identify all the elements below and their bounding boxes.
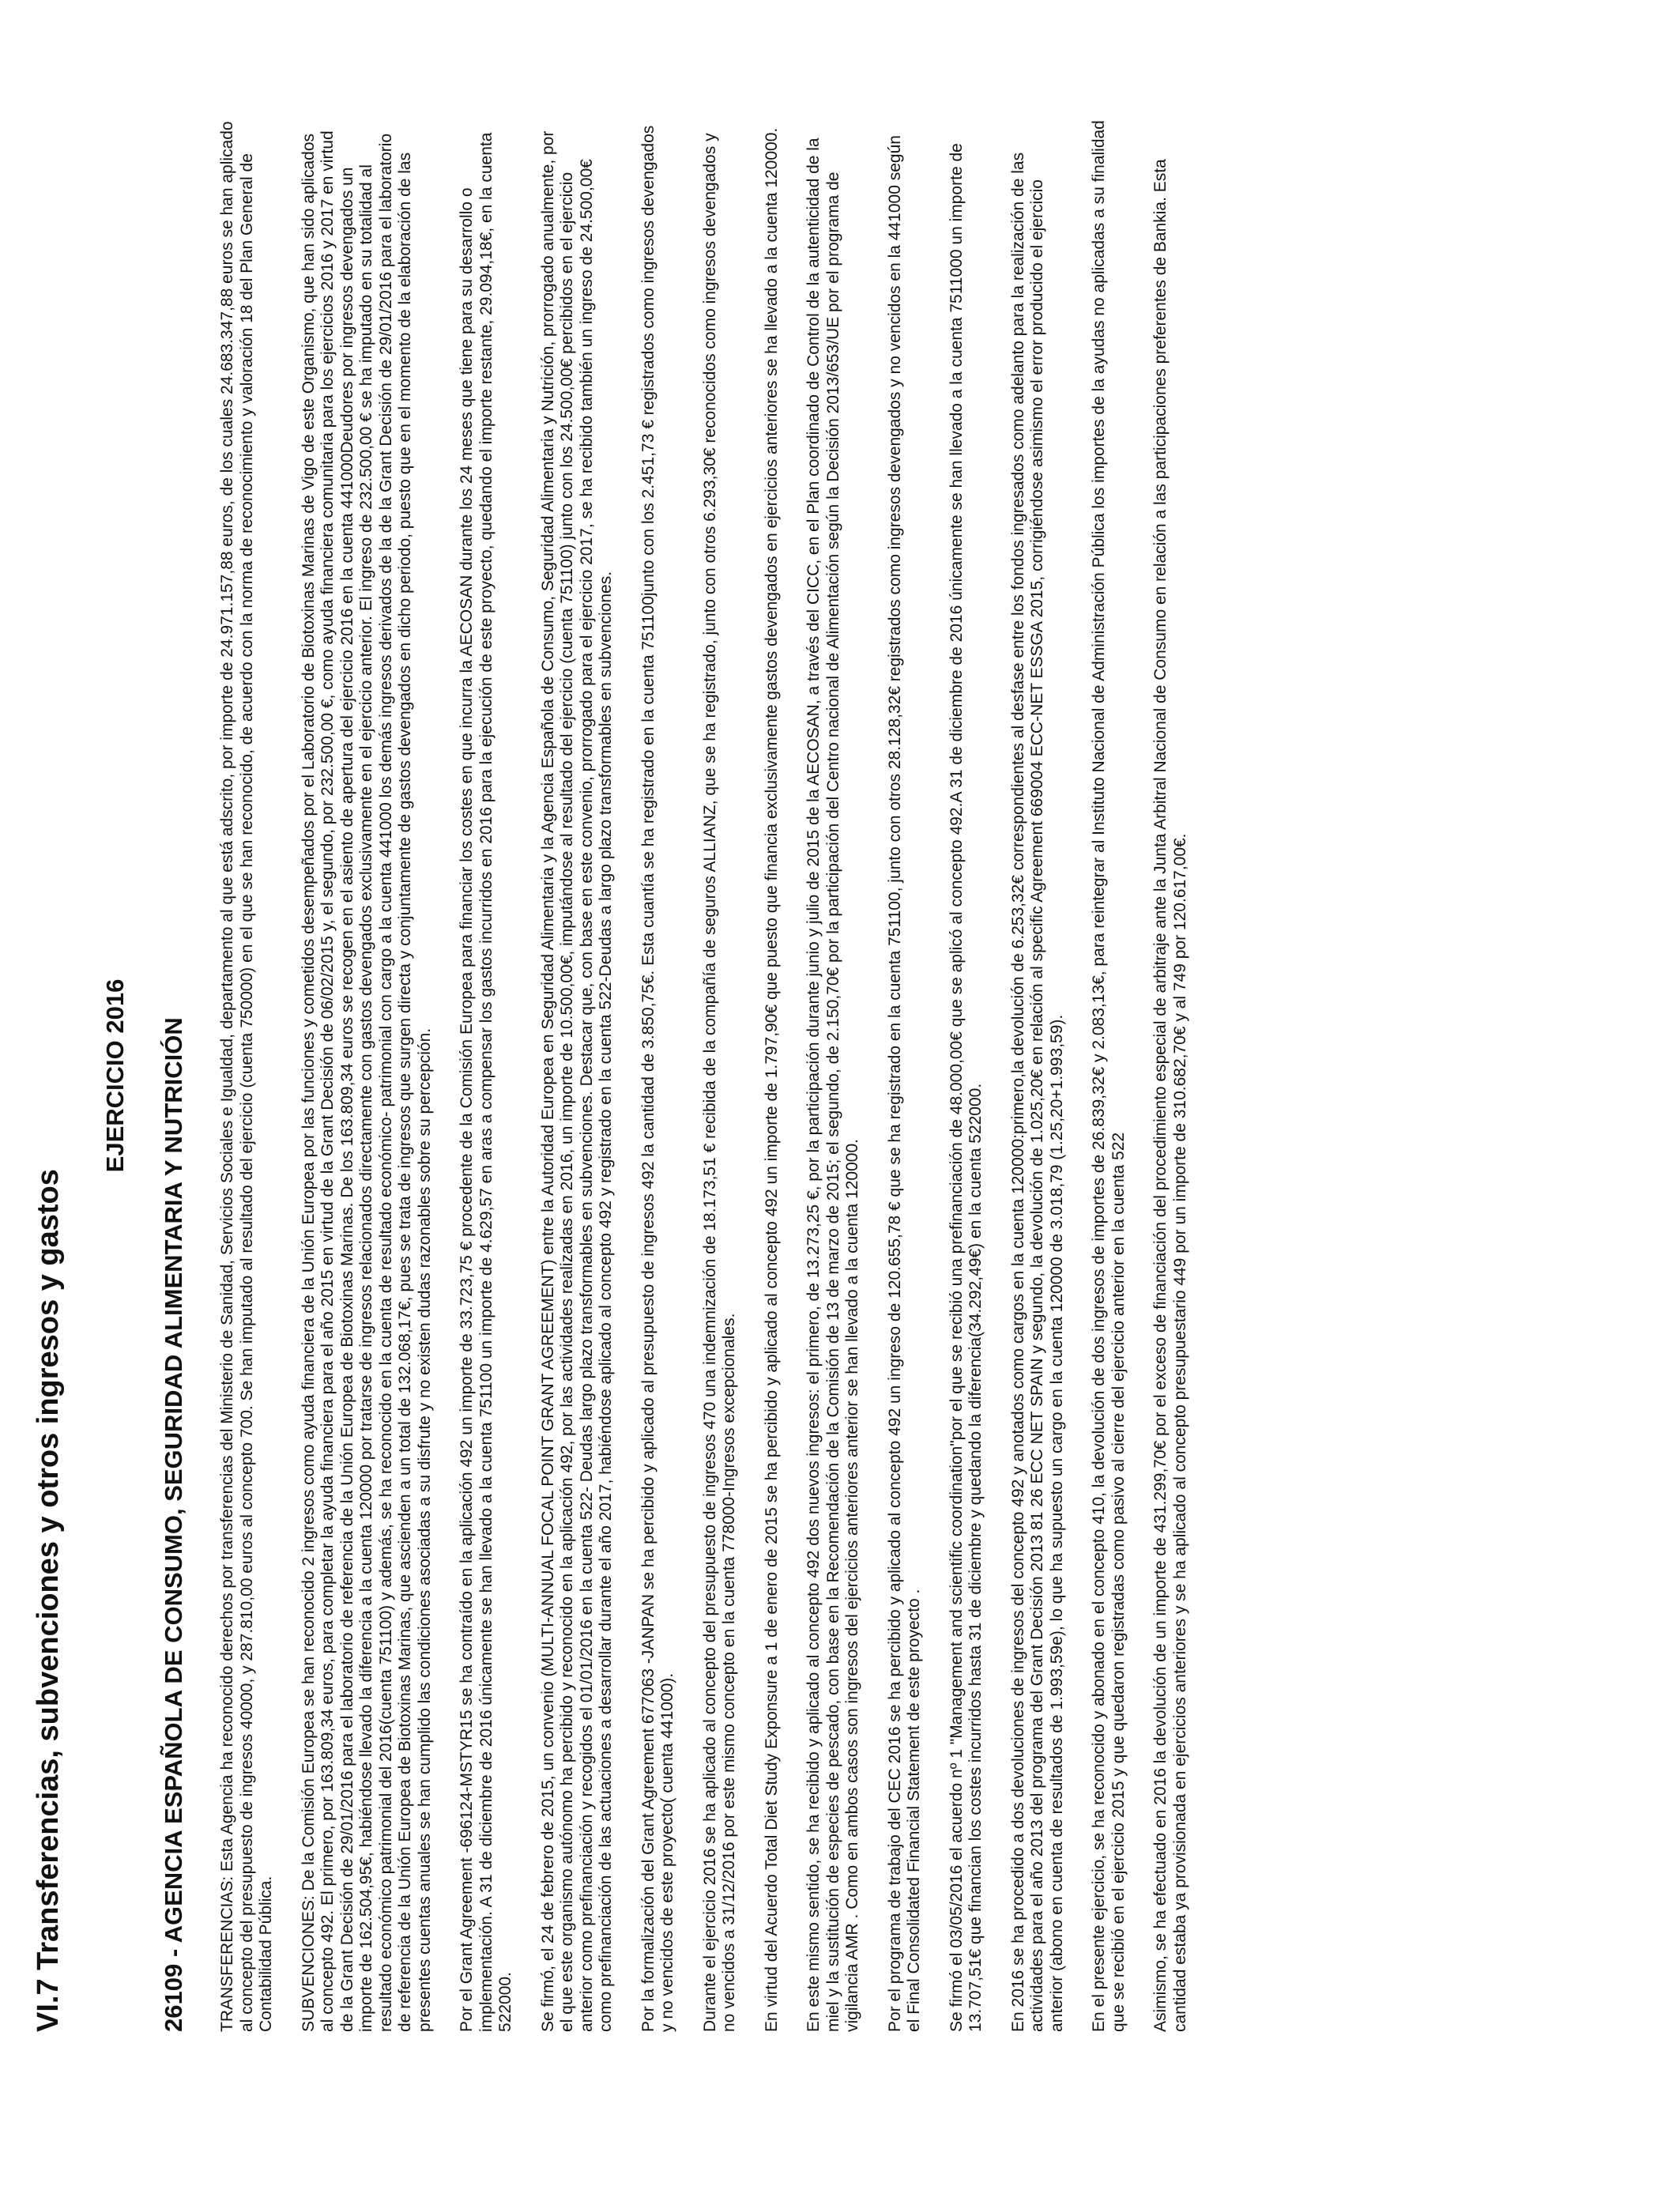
- paragraph-devoluciones: En 2016 se ha procedido a dos devoluciones de ingresos del concepto 492 y anotados como cargos en la cuenta 120000:primero,la devolución de 6.253,32€ correspondientes al desfase entre los fondos ingresados como adelanto para la realización de las actividades para el año 2013 del programa del Grant Decisión 2013 81 26 ECC NET SPAIN y segundo, la devolución de 1.025,20€ en relación al specific Agreement 669004 ECC-NET ESSGA 2015, corrigiéndose asimismo el error producido el ejercicio anterior (abono en cuenta de resultados de 1.993,59e), lo que ha supuesto un cargo en la cuenta 120000 de 3.018,79 (1.25,20+1.993,59).: [1008, 152, 1066, 2032]
- entity-heading: 26109 - AGENCIA ESPAÑOLA DE CONSUMO, SEGURIDAD ALIMENTARIA Y NUTRICIÓN: [160, 1017, 187, 2032]
- paragraph-focal-point: Se firmó, el 24 de febrero de 2015, un convenio (MULTI-ANNUAL FOCAL POINT GRANT AGREEMENT) entre la Autoridad Europea en Seguridad Alimentaria y la Agencia Española de Consumo, Seguridad Alimentaria y Nutrición, prorrogado anualmente, por el que este organismo autónomo ha percibido y reconocido en la aplicación 492, por las actividades realizadas en 2016, un importe de 10.500,00€, imputándose al resultado del ejercicio (cuenta 751100) junto con los 24.500,00€ percibidos en el ejercicio anterior como prefinanciación y recogidos el 01/01/2016 en la cuenta 522- Deudas largo plazo transformables en subvenciones. Destacar que, con base en este convenio, prorrogado para el ejercicio 2017, se ha recibido también un ingreso de 24.500,00€ como prefinanciación de las actuaciones a desarrollar durante el año 2017, habiéndose aplicado al concepto 492 y registrado en la cuenta 522-Deudas a largo plazo transformables en subvenciones.: [538, 130, 615, 2032]
- paragraph-total-diet: En virtud del Acuerdo Total Diet Study Exponsure a 1 de enero de 2015 se ha percibido y aplicado al concepto 492 un importe de 1.797,90€ que puesto que financia exclusivamente gastos devengados en ejercicios anteriores se ha llevado a la cuenta 120000.: [762, 127, 781, 2032]
- paragraph-cec-2016: Por el programa de trabajo del CEC 2016 se ha percibido y aplicado al concepto 492 un ingreso de 120.655,78 € que se ha registrado en la cuenta 751100, junto con otros 28.128,32€ registrados como ingresos devengados y no vencidos en la 441000 según el Final Consolidated Financial Statement de este proyecto .: [885, 135, 923, 2032]
- paragraph-transferencias: TRANSFERENCIAS: Esta Agencia ha reconocido derechos por transferencias del Ministerio de Sanidad, Servicios Sociales e Igualdad, departamento al que está adscrito, por importe de 24.971.157,88 euros, de los cuales 24.683.347,88 euros se han aplicado al concepto del presupuesto de ingresos 40000, y 287.810,00 euros al concepto 700. Se han imputado al resultado del ejercicio (cuenta 750000) en el que se han reconocido, de acuerdo con la norma de reconocimiento y valoración 18 del Plan General de Contabilidad Pública.: [218, 121, 275, 2032]
- paragraph-subvenciones: SUBVENCIONES: De la Comisión Europea se han reconocido 2 ingresos como ayuda financiera de la Unión Europea por las funciones y cometidos desempeñados por el Laboratorio de Biotoxinas Marinas de Vigo de este Organismo, que han sido aplicados al concepto 492. El primero, por 163.809,34 euros, para completar la ayuda financiera para el año 2015 en virtud de la Grant Decisión de 06/02/2015 y, el segundo, por 232.500,00 €, como ayuda financiera comunitaria para los ejercicios 2016 y 2017 en virtud de la Grant Decisión de 29/01/2016 para el laboratorio de referencia de la Unión Europea de Biotoxinas Marinas. De los 163.809,34 euros se recogen en el asiento de apertura del ejercicio 2016 en la cuenta 441000Deudores por ingresos devengados un importe de 162.504,95€, habiéndose llevado la diferencia a la cuenta 120000 por tratarse de ingresos relacionados directamente con gastos devengados exclusivamente en el ejercicio anterior. El ingreso de 232.500,00 € se ha imputado en su totalidad al resultado económico patrimonial del 2016(cuenta 751100) y además, se ha reconocido en la cuenta de resultado económico- patrimonial con cargo a la cuenta 441000 los demás ingresos derivados de la de la Grant Decisión de 29/01/2016 para el laboratorio de referencia de la Unión Europea de Biotoxinas Marinas, que ascienden a un total de 132.068,17€, pues se trata de ingresos que surgen directa y conjuntamente de gastos devengados en dicho periodo, puesto que en el momento de la elaboración de las presentes cuentas anuales se han cumplido las condiciones asociadas a su disfrute y no existen dudas razonables sobre su percepción.: [299, 130, 434, 2032]
- paragraph-janpan: Por la formalización del Grant Agreement 677063 -JANPAN se ha percibido y aplicado al presupuesto de ingresos 492 la cantidad de 3.850,75€. Esta cuantía se ha registrado en la cuenta 751100junto con los 2.451,73 € registrados como ingresos devengados y no vencidos de este proyecto( cuenta 441000).: [638, 125, 676, 2032]
- paragraph-bankia: Asimismo, se ha efectuado en 2016 la devolución de un importe de 431.299,70€ por el exceso de financiación del procedimiento especial de arbitraje ante la Junta Arbitral Nacional de Consumo en relación a las participaciones preferentes de Bankia. Esta cantidad estaba ya provisionada en ejercicios anteriores y se ha aplicado al concepto presupuestario 449 por un importe de 310.682,70€ y al 749 por 120.617,00€.: [1151, 159, 1189, 2032]
- section-title: VI.7 Transferencias, subvenciones y otros ingresos y gastos: [32, 1169, 65, 2032]
- paragraph-allianz: Durante el ejercicio 2016 se ha aplicado al concepto del presupuesto de ingresos 470 una indemnización de 18.173,51 € recibida de la compañía de seguros ALLIANZ, que se ha registrado, junto con otros 6.293,30€ reconocidos como ingresos devengados y no vencidos a 31/12/2016 por este mismo concepto en la cuenta 778000-Ingresos excepcionales.: [700, 133, 738, 2032]
- paragraph-grant-mstyr15: Por el Grant Agreement -696124-MSTYR15 se ha contraído en la aplicación 492 un importe de 33.723,75 € procedente de la Comisión Europea para financiar los costes en que incurra la AECOSAN durante los 24 meses que tiene para su desarrollo o implementación. A 31 de diciembre de 2016 únicamente se han llevado a la cuenta 751100 un importe de 4.629,57 en aras a compensar los gastos incurridos en 2016 para la ejecución de este proyecto, quedando el importe restante, 29.094,18€, en la cuenta 522000.: [458, 132, 514, 2032]
- year-heading: EJERCICIO 2016: [101, 978, 129, 1173]
- paragraph-nuevos-ingresos: En este mismo sentido, se ha recibido y aplicado al concepto 492 dos nuevos ingresos: el primero, de 13.273,25 €, por la participación durante junio y julio de 2015 de la AECOSAN, a través del CICC, en el Plan coordinado de Control de la autenticidad de la miel y la sustitución de especies de pescado, con base en la Recomendación de la Comisión de 13 de marzo de 2015; el segundo, de 2.150,70€ por la participación del Centro nacional de Alimentación según la Decisión 2013/653/UE por el programa de vigilancia AMR . Como en ambos casos son ingresos del ejercicios anteriores anterior se han llevado a la cuenta 120000.: [804, 138, 861, 2032]
- page-content: [32, 119, 1213, 2032]
- paragraph-inap: En el presente ejercicio, se ha reconocido y abonado en el concepto 410, la devolución de dos ingresos de importes de 26.839,32€ y 2.083,13€, para reintegrar al Instituto Nacional de Administración Pública los importes de la ayudas no aplicadas a su finalidad que se recibió en el ejercicio 2015 y que quedaron registradas como pasivo al cierre del ejercicio anterior en la cuenta 522: [1090, 120, 1128, 2032]
- paragraph-management-coordination: Se firmó el 03/05/2016 el acuerdo nº 1 "Management and scientific coordination"por el que se recibió una prefinanciación de 48.000,00€ que se aplicó al concepto 492.A 31 de diciembre de 2016 únicamente se han llevado a la cuenta 7511000 un importe de 13.707,51€ que financian los costes incurridos hasta 31 de diciembre y quedando la diferencia(34.292,49€) en la cuenta 522000.: [947, 143, 985, 2032]
